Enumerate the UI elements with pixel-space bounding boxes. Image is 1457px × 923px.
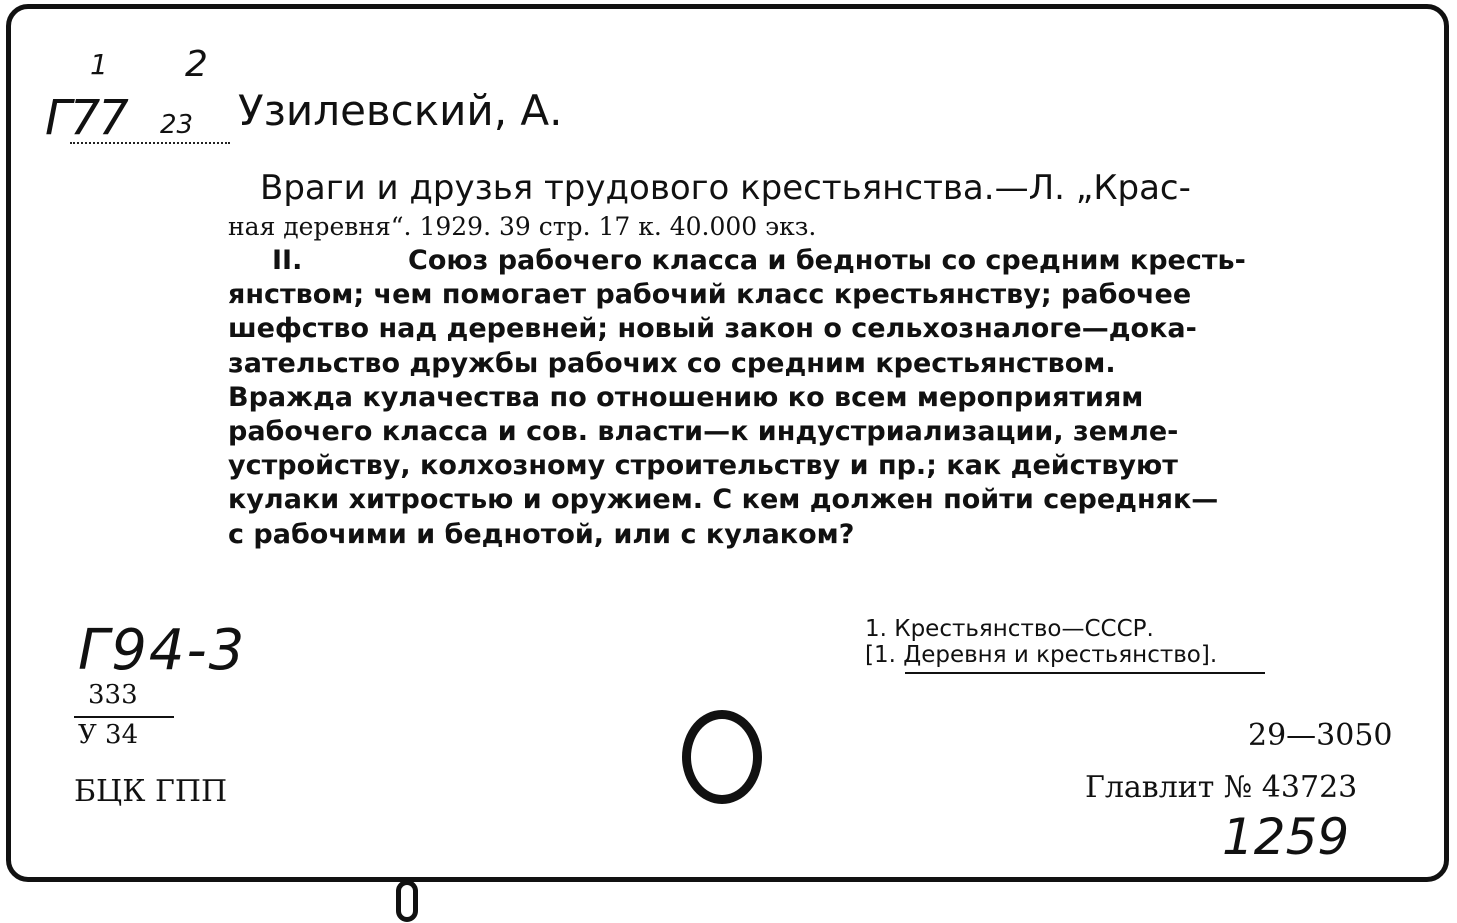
shelfmark-sub: 23 [160,110,194,140]
shelfmark-underline [70,142,230,144]
library-code: БЦК ГПП [74,774,228,809]
annotation-line: с рабочими и беднотой, или с кулаком? [228,518,855,550]
handwritten-number: 1259 [1222,808,1350,866]
annotation-line: II. Союз рабочего класса и бедноты со средним кресть- [228,244,1393,278]
subject-heading-1: 1. Крестьянство—СССР. [865,616,1154,642]
order-number: 29—3050 [1248,718,1393,753]
shelfmark-main: Г77 [45,90,127,146]
fraction-top: 333 [88,680,138,710]
annotation-line: янством; чем помогает рабочий класс крестьянству; рабочее [228,279,1192,311]
fraction-bottom: У 34 [78,720,139,750]
annotation-line: рабочего класса и сов. власти—к индустриализации, земле- [228,416,1179,448]
series-marker: II. [272,245,303,276]
card-hole-icon [396,880,418,922]
classification-code: Г94-3 [78,618,247,683]
subject-underline [905,672,1265,674]
subject-heading-2: [1. Деревня и крестьянство]. [865,642,1218,668]
glavlit-number: Главлит № 43723 [1085,770,1358,805]
book-title: Враги и друзья трудового крестьянства.—Л. „Крас- [260,168,1191,208]
annotation-line: устройству, колхозному строительству и пр.; как действуют [228,450,1178,482]
fraction-line [74,716,174,718]
annotation-line: шефство над деревней; новый закон о сельхозналоге—дока- [228,313,1197,345]
annotation-line: зательство дружбы рабочих со средним крестьянством. [228,347,1116,379]
shelfmark-top-right: 2 [185,44,208,85]
annotation-line: кулаки хитростью и оружием. С кем должен пойти середняк— [228,484,1219,516]
author-heading: Узилевский, А. [238,86,563,135]
circle-stamp-icon [682,710,762,804]
annotation-line: Вражда кулачества по отношению ко всем мероприятиям [228,381,1144,413]
annotation-text [228,244,1393,552]
shelfmark-top: 1 [90,48,108,81]
imprint-line: ная деревня“. 1929. 39 стр. 17 к. 40.000 экз. [228,212,817,241]
